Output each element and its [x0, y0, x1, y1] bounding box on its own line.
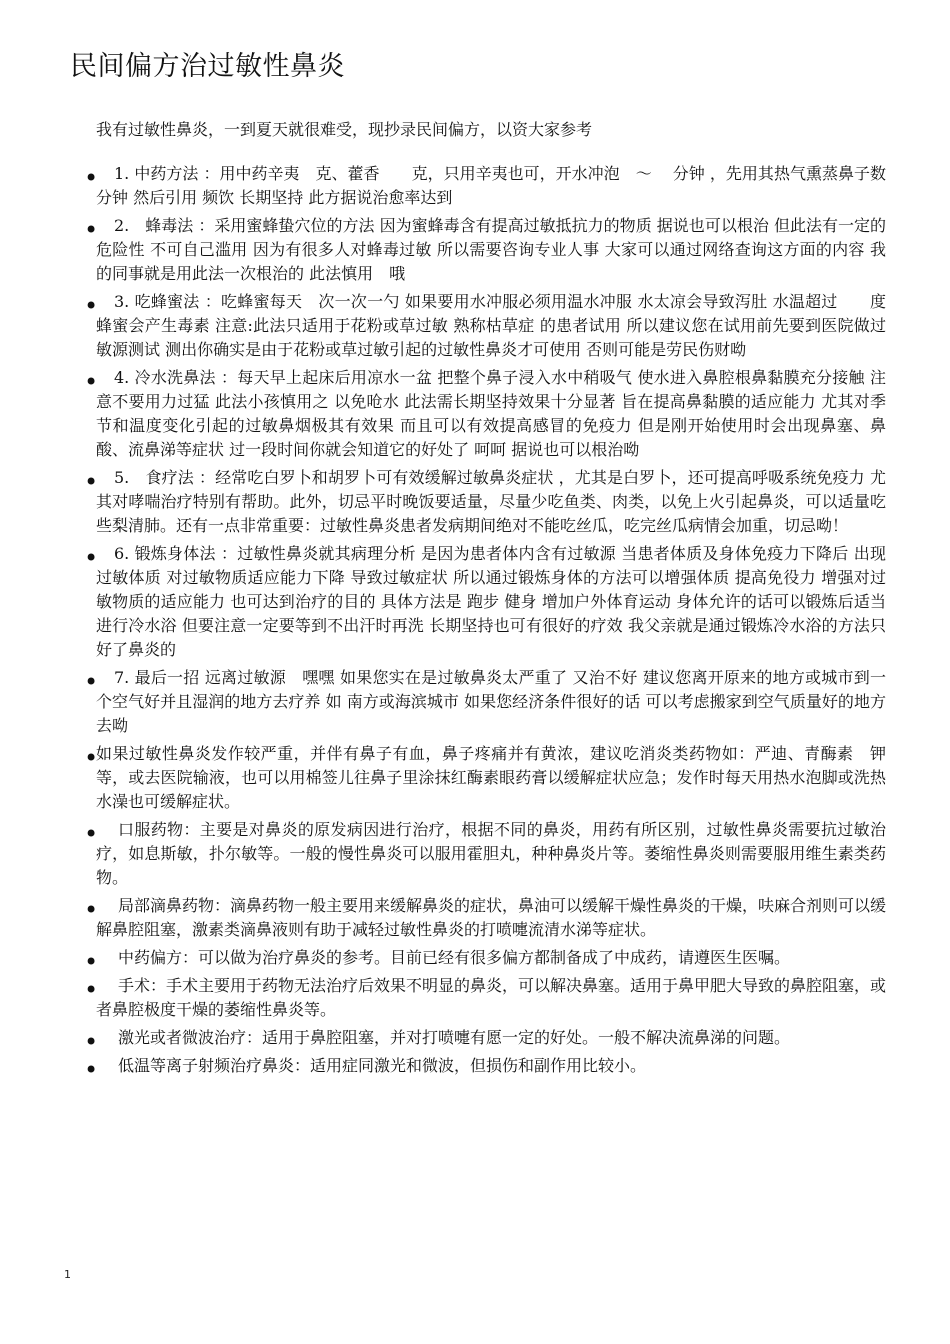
list-item-text: 如果过敏性鼻炎发作较严重，并伴有鼻子有血，鼻子疼痛并有黄浓，建议吃消炎类药物如：严迪、青酶素 钾等，或去医院输液，也可以用棉签儿往鼻子里涂抹红酶素眼药膏以缓解症状应急；发作时每天用热水泡脚或洗热水澡也可缓解症状。 [96, 744, 886, 811]
remedy-list [84, 162, 887, 1084]
bullet-icon: • [84, 468, 99, 496]
list-item-text: 7. 最后一招 远离过敏源 嘿嘿 如果您实在是过敏鼻炎太严重了 又治不好 建议您离开原来的地方或城市到一个空气好并且湿润的地方去疗养 如 南方或海滨城市 如果您经济条件很好的话 可以考虑搬家到空气质量好的地方去呦 [96, 668, 886, 735]
bullet-icon: • [84, 976, 99, 1004]
page-title: 民间偏方治过敏性鼻炎 [70, 51, 345, 82]
bullet-icon: • [84, 544, 99, 572]
list-item-text: 低温等离子射频治疗鼻炎：适用症同激光和微波，但损伤和副作用比较小。 [118, 1056, 647, 1075]
list-item-text: 口服药物：主要是对鼻炎的原发病因进行治疗，根据不同的鼻炎，用药有所区别，过敏性鼻炎需要抗过敏治疗，如息斯敏，扑尔敏等。一般的慢性鼻炎可以服用霍胆丸，种种鼻炎片等。萎缩性鼻炎则需要服用维生素类药物。 [96, 820, 886, 887]
list-item [84, 974, 887, 1022]
list-item [84, 1026, 886, 1056]
list-item-text: 中药偏方：可以做为治疗鼻炎的参考。目前已经有很多偏方都制备成了中成药，请遵医生医嘱。 [118, 948, 791, 967]
bullet-icon: • [84, 216, 99, 244]
list-item [84, 290, 886, 362]
list-item [84, 366, 886, 462]
list-item-text: 6. 锻炼身体法 ：过敏性鼻炎就其病理分析 是因为患者体内含有过敏源 当患者体质及身体免疫力下降后 出现过敏体质 对过敏物质适应能力下降 导致过敏症状 所以通过锻炼身体的方法可以增强体质 提高免役力 增强对过敏物质的适应能力 也可达到治疗的目的 具体方法是 跑步 健身 增加户外体育运动 身体允许的话可以锻炼后适当进行冷水浴 但要注意一定要等到不出汗时再洗 长期坚持也可有很好的疗效 我父亲就是通过锻炼冷水浴的方法只好了鼻炎的 [96, 544, 886, 659]
list-item-text: 1. 中药方法 ：用中药辛夷 克、藿香 克，只用辛夷也可，开水冲泡 ～ 分钟 ，先用其热气熏蒸鼻子数分钟 然后引用 频饮 长期坚持 此方据说治愈率达到 [96, 164, 886, 207]
list-item [84, 466, 886, 538]
bullet-icon: • [84, 1028, 99, 1056]
list-item [84, 542, 886, 662]
list-item [84, 162, 886, 210]
list-item [84, 214, 886, 286]
list-item-text: 手术：手术主要用于药物无法治疗后效果不明显的鼻炎，可以解决鼻塞。适用于鼻甲肥大导致的鼻腔阻塞，或者鼻腔极度干燥的萎缩性鼻炎等。 [96, 976, 887, 1019]
bullet-icon: • [84, 164, 99, 192]
list-item [84, 666, 886, 738]
list-item-text: 5. 食疗法 ：经常吃白罗卜和胡罗卜可有效缓解过敏鼻炎症状 ，尤其是白罗卜，还可提高呼吸系统免疫力 尤其对哮喘治疗特别有帮助。此外，切忌平时晚饭要适量，尽量少吃鱼类、肉类，以免上火引起鼻炎，可以适量吃些梨清肺。还有一点非常重要：过敏性鼻炎患者发病期间绝对不能吃丝瓜，吃完丝瓜病情会加重，切忌呦！ [96, 468, 886, 535]
list-item-text: 激光或者微波治疗：适用于鼻腔阻塞，并对打喷嚏有愿一定的好处。一般不解决流鼻涕的问题。 [118, 1028, 791, 1047]
bullet-icon: • [84, 896, 99, 924]
bullet-icon: • [84, 292, 99, 320]
bullet-icon: • [84, 668, 99, 696]
intro-paragraph: 我有过敏性鼻炎，一到夏天就很难受，现抄录民间偏方，以资大家参考 [96, 120, 593, 139]
list-item [84, 818, 886, 890]
list-item-text: 4. 冷水洗鼻法 ：每天早上起床后用凉水一盆 把整个鼻子浸入水中稍吸气 使水进入鼻腔根鼻黏膜充分接触 注意不要用力过猛 此法小孩慎用之 以免呛水 此法需长期坚持效果十分显著 旨在提高鼻黏膜的适应能力 尤其对季节和温度变化引起的过敏鼻烟极其有效果 而且可以有效提高感冒的免疫力 但是刚开始使用时会出现鼻塞、鼻酸、流鼻涕等症状 过一段时间你就会知道它的好处了 呵呵 据说也可以根治呦 [96, 368, 886, 459]
bullet-icon: • [84, 948, 99, 976]
bullet-icon: • [84, 744, 99, 772]
list-item-text: 3. 吃蜂蜜法 ：吃蜂蜜每天 次一次一勺 如果要用水冲服必须用温水冲服 水太凉会导致泻肚 水温超过 度 蜂蜜会产生毒素 注意:此法只适用于花粉或草过敏 熟称枯草症 的患者试用 所以建议您在试用前先要到医院做过敏源测试 测出你确实是由于花粉或草过敏引起的过敏性鼻炎才可使用 否则可能是劳民伤财呦 [96, 292, 886, 359]
bullet-icon: • [84, 1056, 99, 1084]
list-item-text: 2. 蜂毒法 ：采用蜜蜂蛰穴位的方法 因为蜜蜂毒含有提高过敏抵抗力的物质 据说也可以根治 但此法有一定的危险性 不可自己滥用 因为有很多人对蜂毒过敏 所以需要咨询专业人事 大家可以通过网络查询这方面的内容 我的同事就是用此法一次根治的 此法慎用 哦 [96, 216, 886, 283]
list-item-text: 局部滴鼻药物：滴鼻药物一般主要用来缓解鼻炎的症状，鼻油可以缓解干燥性鼻炎的干燥，呋麻合剂则可以缓解鼻腔阻塞，激素类滴鼻液则有助于减轻过敏性鼻炎的打喷嚏流清水涕等症状。 [96, 896, 887, 939]
list-item [84, 742, 886, 814]
list-item [84, 894, 887, 942]
list-item [84, 946, 886, 976]
bullet-icon: • [84, 820, 99, 848]
page-number: 1 [64, 1268, 71, 1281]
list-item [84, 1054, 886, 1084]
bullet-icon: • [84, 368, 99, 396]
